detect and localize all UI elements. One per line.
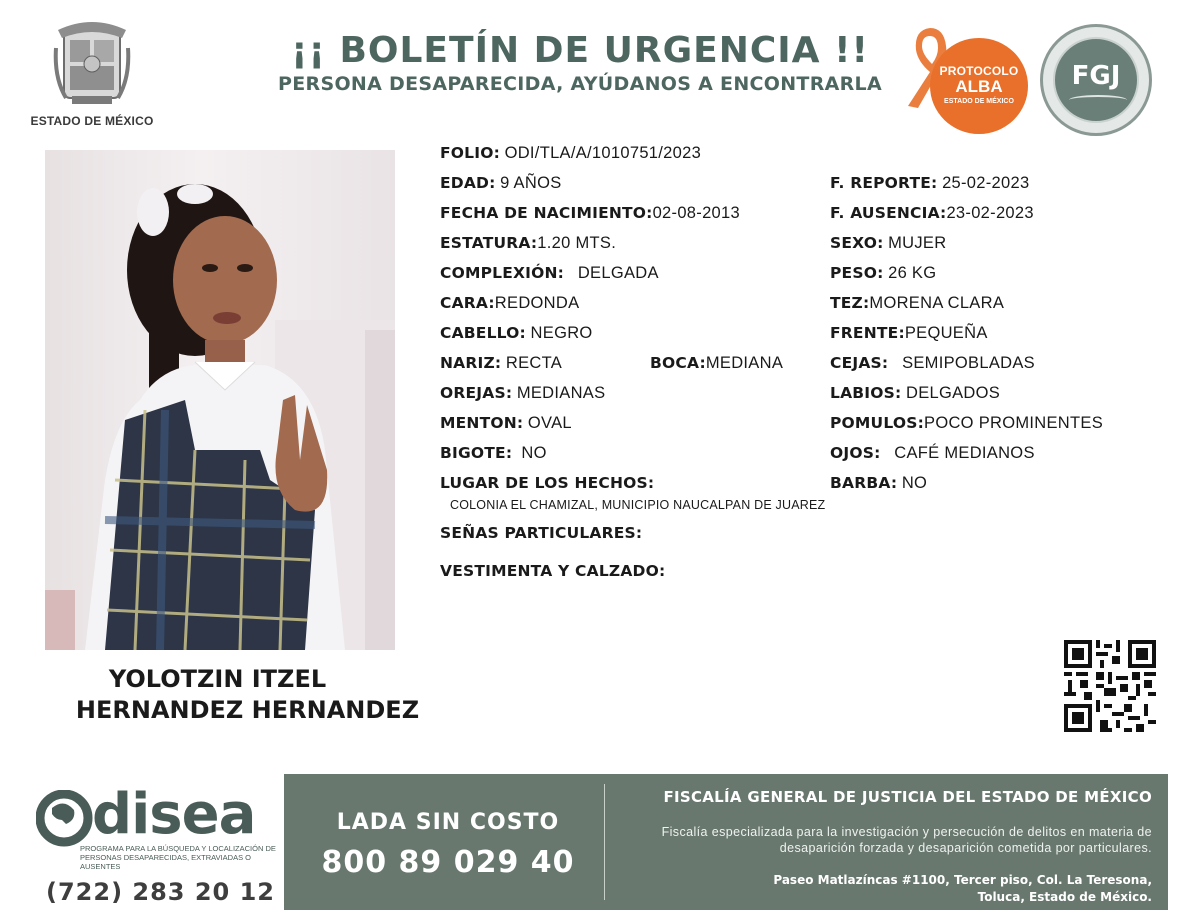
fgj-wing-icon (1069, 95, 1127, 105)
field-boca (650, 354, 783, 373)
fgj-address-line2: Toluca, Estado de México. (977, 890, 1152, 904)
field-estatura (440, 234, 616, 253)
field-folio (440, 144, 701, 163)
field-frente (830, 324, 988, 343)
nariz-label: NARIZ: (440, 354, 502, 372)
lada-block (300, 810, 596, 880)
fgj-seal-text: FGJ (1071, 61, 1121, 91)
barba-label: BARBA: (830, 474, 898, 492)
person-name (40, 664, 455, 726)
ojos-label: OJOS: (830, 444, 881, 462)
odisea-pin-icon (36, 790, 96, 852)
boca-value: MEDIANA (705, 354, 784, 372)
bulletin-subtitle: PERSONA DESAPARECIDA, AYÚDANOS A ENCONTRARLA (278, 73, 882, 95)
reporte-label: F. REPORTE: (830, 174, 938, 192)
field-lugar (440, 474, 654, 493)
folio-label: FOLIO: (440, 144, 500, 162)
fgj-seal-inner (1053, 37, 1139, 123)
field-ausencia (830, 204, 1034, 223)
lada-label: LADA SIN COSTO (336, 810, 560, 835)
protocolo-line2: ALBA (955, 77, 1003, 96)
protocolo-alba-logo (900, 22, 1030, 134)
cejas-value: SEMIPOBLADAS (902, 354, 1035, 372)
field-menton (440, 414, 572, 433)
orejas-value: MEDIANAS (516, 384, 606, 402)
field-labios (830, 384, 1000, 403)
person-first-names: YOLOTZIN ITZEL (108, 665, 327, 693)
frente-label: FRENTE: (830, 324, 905, 342)
orejas-label: OREJAS: (440, 384, 513, 402)
cejas-label: CEJAS: (830, 354, 889, 372)
coat-of-arms-icon (52, 18, 132, 108)
field-edad (440, 174, 562, 193)
qr-code-icon[interactable] (1064, 640, 1156, 732)
complexion-value: DELGADA (577, 264, 659, 282)
nacimiento-value: 02-08-2013 (652, 204, 740, 222)
field-cabello (440, 324, 593, 343)
field-sexo (830, 234, 946, 253)
lugar-label: LUGAR DE LOS HECHOS: (440, 474, 655, 492)
fgj-address-line1: Paseo Matlazíncas #1100, Tercer piso, Col. La Teresona, (773, 873, 1152, 887)
sexo-value: MUJER (888, 234, 947, 252)
barba-value: NO (901, 474, 928, 492)
protocolo-alba-badge (930, 38, 1028, 134)
field-senas (440, 524, 642, 543)
fgj-name: FISCALÍA GENERAL DE JUSTICIA DEL ESTADO DE MÉXICO (663, 788, 1152, 806)
odisea-tagline: PROGRAMA PARA LA BÚSQUEDA Y LOCALIZACIÓN DE PERSONAS DESAPARECIDAS, EXTRAVIADAS O AUSENTES (80, 844, 276, 871)
bigote-value: NO (521, 444, 547, 462)
odisea-word: disea (92, 782, 256, 847)
cabello-label: CABELLO: (440, 324, 526, 342)
menton-label: MENTON: (440, 414, 524, 432)
folio-value: ODI/TLA/A/1010751/2023 (504, 144, 702, 162)
fgj-info (610, 788, 1152, 906)
cara-label: CARA: (440, 294, 495, 312)
sexo-label: SEXO: (830, 234, 884, 252)
field-cejas (830, 354, 1035, 373)
field-nacimiento (440, 204, 740, 223)
person-photo (45, 150, 395, 650)
cara-value: REDONDA (494, 294, 580, 312)
odisea-logo (36, 784, 281, 904)
vestimenta-label: VESTIMENTA Y CALZADO: (440, 562, 666, 580)
cabello-value: NEGRO (530, 324, 593, 342)
ausencia-value: 23-02-2023 (946, 204, 1034, 222)
peso-value: 26 KG (888, 264, 937, 282)
field-tez (830, 294, 1004, 313)
pomulos-label: POMULOS: (830, 414, 925, 432)
nariz-value: RECTA (505, 354, 563, 372)
field-cara (440, 294, 579, 313)
protocolo-line3: ESTADO DE MÉXICO (944, 98, 1014, 105)
field-pomulos (830, 414, 1103, 433)
estatura-label: ESTATURA: (440, 234, 538, 252)
odisea-phone[interactable]: (722) 283 20 12 (46, 878, 275, 906)
bigote-label: BIGOTE: (440, 444, 513, 462)
edad-value: 9 AÑOS (500, 174, 562, 192)
field-barba (830, 474, 927, 493)
edomex-logo (22, 18, 162, 128)
reporte-value: 25-02-2023 (942, 174, 1030, 192)
footer-divider (604, 784, 605, 900)
nacimiento-label: FECHA DE NACIMIENTO: (440, 204, 653, 222)
field-ojos (830, 444, 1035, 463)
fgj-seal-icon (1040, 24, 1152, 136)
field-reporte (830, 174, 1029, 193)
bulletin-title-block (250, 30, 910, 95)
menton-value: OVAL (527, 414, 572, 432)
field-nariz (440, 354, 562, 373)
estatura-value: 1.20 MTS. (537, 234, 617, 252)
labios-value: DELGADOS (906, 384, 1001, 402)
protocolo-line1: PROTOCOLO (939, 64, 1019, 78)
senas-label: SEÑAS PARTICULARES: (440, 524, 643, 542)
labios-label: LABIOS: (830, 384, 902, 402)
person-last-names: HERNANDEZ HERNANDEZ (75, 696, 420, 724)
fgj-address (610, 872, 1152, 906)
field-vestimenta (440, 562, 665, 581)
edad-label: EDAD: (440, 174, 496, 192)
field-bigote (440, 444, 547, 463)
boca-label: BOCA: (650, 354, 706, 372)
peso-label: PESO: (830, 264, 884, 282)
tez-label: TEZ: (830, 294, 870, 312)
ausencia-label: F. AUSENCIA: (830, 204, 947, 222)
tez-value: MORENA CLARA (869, 294, 1005, 312)
bulletin-title: ¡¡ BOLETÍN DE URGENCIA !! (291, 30, 869, 71)
frente-value: PEQUEÑA (904, 324, 988, 342)
lugar-value: COLONIA EL CHAMIZAL, MUNICIPIO NAUCALPAN DE JUAREZ (450, 498, 826, 512)
photo-illustration (45, 150, 395, 650)
fgj-description: Fiscalía especializada para la investigación y persecución de delitos en materia de desaparición forzada y desaparición cometida por particulares. (661, 825, 1152, 855)
complexion-label: COMPLEXIÓN: (440, 264, 565, 282)
pomulos-value: POCO PROMINENTES (924, 414, 1103, 432)
ojos-value: CAFÉ MEDIANOS (894, 444, 1035, 462)
field-complexion (440, 264, 659, 283)
field-peso (830, 264, 936, 283)
lada-number[interactable]: 800 89 029 40 (321, 845, 575, 880)
state-label: ESTADO DE MÉXICO (30, 114, 154, 128)
field-orejas (440, 384, 605, 403)
